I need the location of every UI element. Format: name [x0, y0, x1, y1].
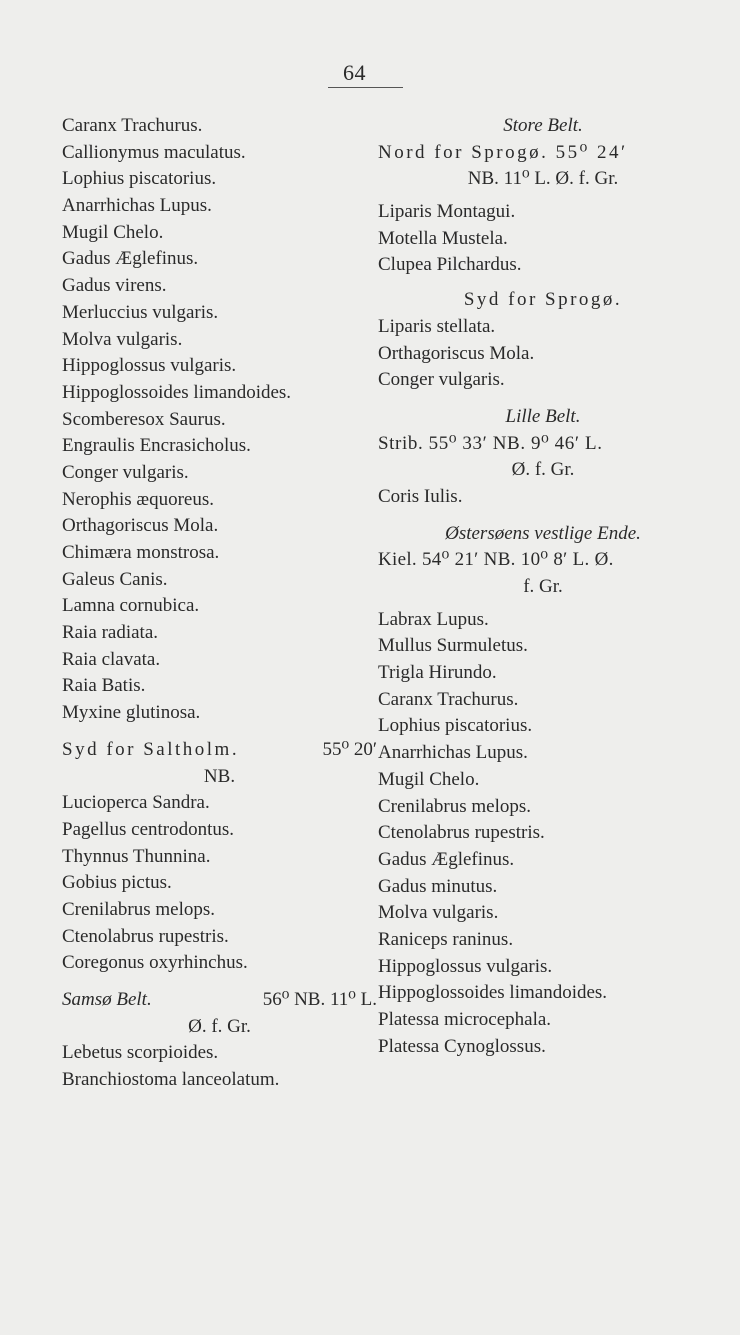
ostersoen-species-list: [378, 607, 708, 1061]
species-item: Gobius pictus.: [62, 872, 172, 894]
kiel-location: Kiel. 54⁰ 21′ NB. 10⁰ 8′ L. Ø.: [378, 549, 614, 571]
samso-belt-coords-cont: Ø. f. Gr.: [188, 1015, 251, 1037]
species-list-b: [62, 790, 377, 977]
species-list-a: [62, 113, 377, 727]
species-item: Gadus Æglefinus.: [378, 848, 515, 870]
species-item: Caranx Trachurus.: [378, 688, 519, 710]
species-item: Hippoglossus vulgaris.: [378, 955, 553, 977]
species-item: Hippoglossoides limandoides.: [378, 982, 608, 1004]
kiel-location-cont: f. Gr.: [523, 576, 563, 597]
species-item: Raia clavata.: [62, 648, 161, 670]
species-item: Caranx Trachurus.: [62, 115, 203, 136]
species-item: Molva vulgaris.: [378, 902, 499, 924]
species-list-c: [62, 1040, 377, 1093]
species-item: Orthagoriscus Mola.: [378, 342, 535, 364]
species-item: Gadus virens.: [62, 275, 167, 297]
species-item: Clupea Pilchardus.: [378, 254, 522, 276]
saltholm-location: [62, 737, 377, 790]
species-item: Lophius piscatorius.: [62, 168, 217, 190]
species-item: Crenilabrus melops.: [378, 795, 532, 817]
nord-species-list: [378, 199, 708, 279]
samso-belt-location: [62, 987, 377, 1040]
saltholm-location-coord: 55⁰ 20′: [322, 738, 377, 760]
species-item: Anarrhichas Lupus.: [378, 742, 528, 764]
species-item: Myxine glutinosa.: [62, 702, 201, 724]
syd-for-sprogo-heading: Syd for Sprogø.: [463, 289, 623, 311]
species-item: Engraulis Encrasicholus.: [62, 435, 251, 457]
strib-location: Strib. 55⁰ 33′ NB. 9⁰ 46′ L.: [378, 432, 603, 454]
species-item: Trigla Hirundo.: [378, 662, 497, 684]
species-item: Hippoglossus vulgaris.: [62, 355, 237, 377]
species-item: Raniceps raninus.: [378, 928, 514, 950]
store-belt-heading: Store Belt.: [503, 115, 583, 136]
nord-for-sprogo-line: [378, 140, 708, 167]
species-item: Molva vulgaris.: [62, 328, 183, 350]
saltholm-location-line: [62, 737, 377, 764]
species-item: Mugil Chelo.: [378, 768, 480, 790]
page-number-rule: [328, 87, 403, 88]
species-item: Coris Iulis.: [378, 485, 463, 507]
samso-belt-heading: Samsø Belt.: [62, 989, 152, 1010]
species-item: Galeus Canis.: [62, 568, 168, 590]
right-column: [378, 113, 708, 1060]
samso-belt-location-line: [62, 987, 377, 1014]
species-item: Gadus Æglefinus.: [62, 248, 199, 270]
species-item: Platessa Cynoglossus.: [378, 1035, 546, 1057]
species-item: Crenilabrus melops.: [62, 898, 216, 920]
species-item: Branchiostoma lanceolatum.: [62, 1069, 280, 1091]
species-item: Scomberesox Saurus.: [62, 408, 226, 430]
species-item: Pagellus centrodontus.: [62, 818, 235, 840]
species-item: Callionymus maculatus.: [62, 141, 246, 163]
species-item: Mugil Chelo.: [62, 221, 164, 243]
left-column: [62, 113, 377, 1094]
species-item: Hippoglossoides limandoides.: [62, 381, 292, 403]
ostersoen-heading: Østersøens vestlige Ende.: [445, 522, 641, 544]
page-number: 64: [343, 60, 366, 85]
species-item: Raia radiata.: [62, 622, 159, 644]
species-item: Gadus minutus.: [378, 875, 498, 897]
saltholm-location-coord-cont: NB.: [203, 765, 236, 787]
species-item: Lamna cornubica.: [62, 595, 200, 617]
species-item: Lucioperca Sandra.: [62, 792, 210, 814]
species-item: Lebetus scorpioides.: [62, 1042, 219, 1064]
nord-for-sprogo-coords: NB. 11⁰ L. Ø. f. Gr.: [467, 168, 619, 190]
species-item: Nerophis æquoreus.: [62, 488, 214, 510]
species-item: Liparis stellata.: [378, 315, 496, 337]
species-item: Merluccius vulgaris.: [62, 301, 219, 323]
species-item: Anarrhichas Lupus.: [62, 195, 212, 217]
samso-belt-coords: 56⁰ NB. 11⁰ L.: [262, 989, 377, 1010]
strib-location-cont: Ø. f. Gr.: [511, 459, 575, 481]
species-item: Conger vulgaris.: [378, 369, 505, 391]
species-item: Platessa microcephala.: [378, 1009, 552, 1030]
species-item: Ctenolabrus rupestris.: [62, 925, 229, 947]
species-item: Liparis Montagui.: [378, 201, 516, 223]
species-item: Coregonus oxyrhinchus.: [62, 952, 248, 974]
species-item: Orthagoriscus Mola.: [62, 515, 219, 537]
species-item: Ctenolabrus rupestris.: [378, 822, 545, 844]
species-item: Lophius piscatorius.: [378, 715, 533, 737]
species-item: Chimæra monstrosa.: [62, 542, 220, 563]
species-item: Motella Mustela.: [378, 227, 508, 249]
species-item: Raia Batis.: [62, 675, 146, 697]
species-item: Labrax Lupus.: [378, 608, 489, 630]
nord-for-sprogo-text: Nord for Sprogø. 55⁰ 24′: [378, 141, 628, 163]
species-item: Conger vulgaris.: [62, 461, 189, 483]
saltholm-location-name: Syd for Saltholm.: [62, 738, 240, 760]
species-item: Thynnus Thunnina.: [62, 845, 211, 867]
syd-species-list: [378, 314, 708, 394]
lille-belt-heading: Lille Belt.: [505, 405, 581, 427]
species-item: Mullus Surmuletus.: [378, 635, 528, 657]
